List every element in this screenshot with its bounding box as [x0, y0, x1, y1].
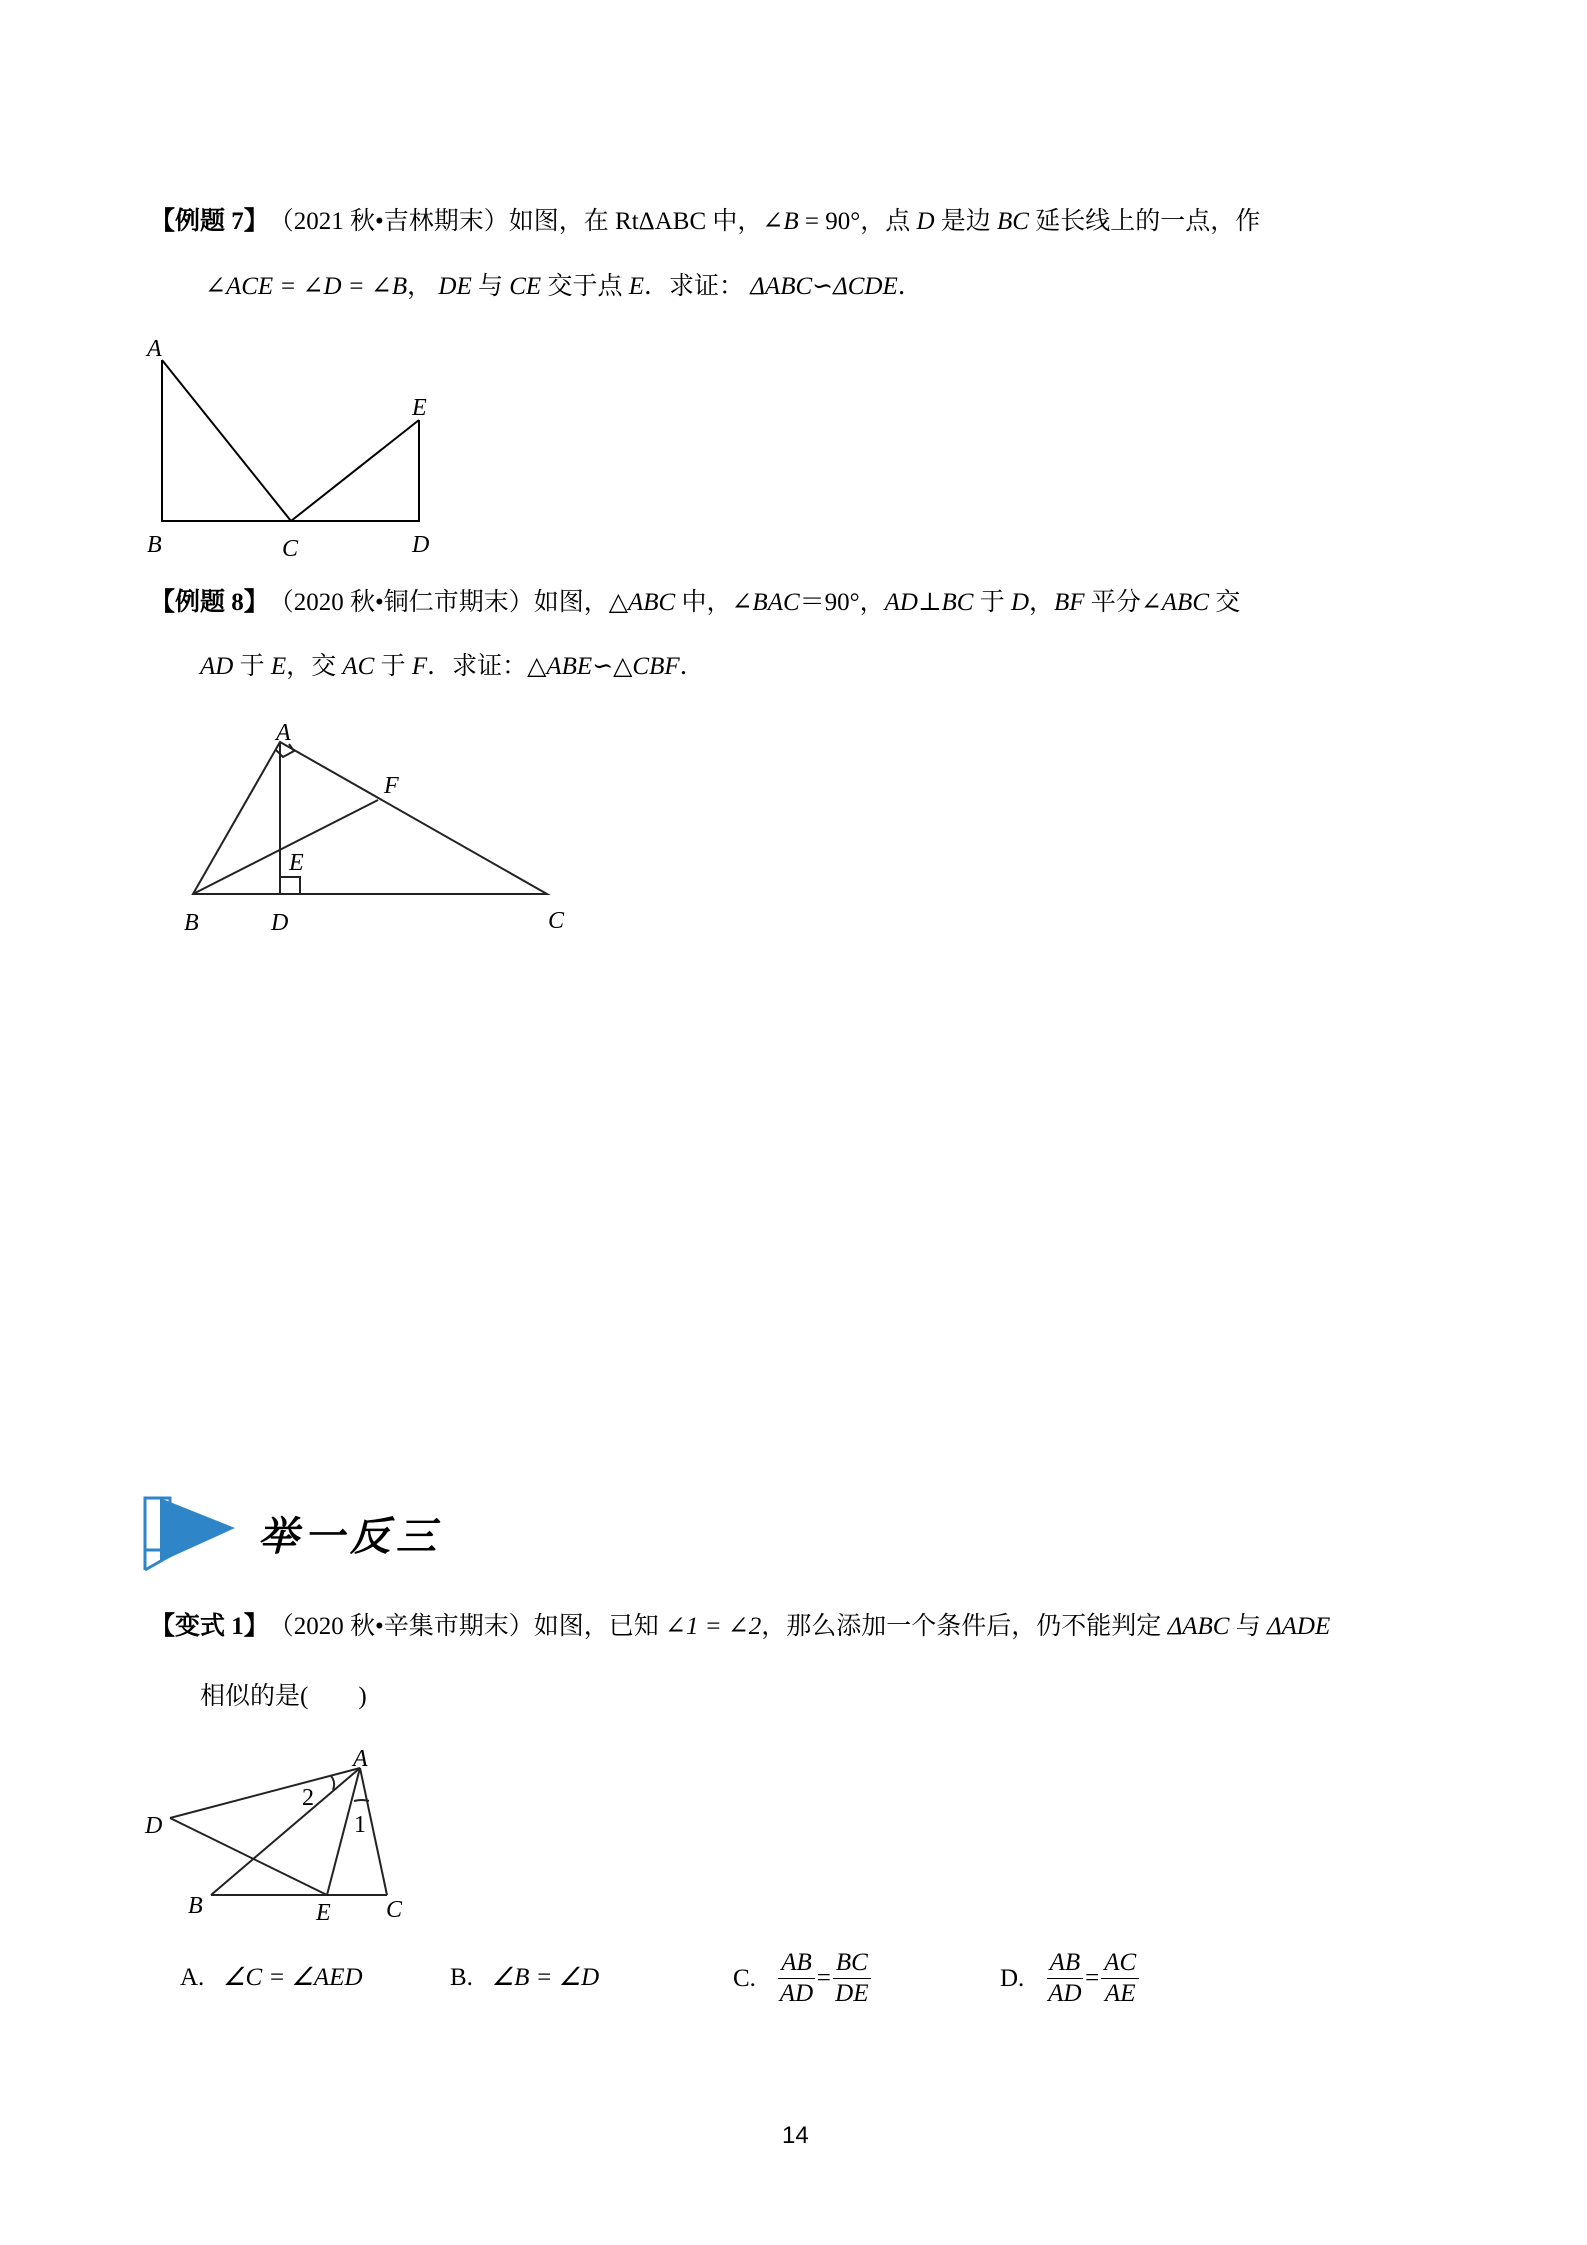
edge-de [170, 1818, 327, 1895]
denominator: DE [835, 1980, 869, 2007]
angle-1-arc [354, 1800, 369, 1801]
variant1-figure [0, 0, 600, 1950]
text-segment: ， [1029, 589, 1055, 616]
text-segment: （2020 秋•铜仁市期末）如图，△ [256, 589, 628, 616]
option-d-fraction-right [1101, 1948, 1139, 2009]
text-segment: ＝90°， [799, 589, 885, 616]
label-E: E [412, 395, 427, 421]
text-segment: 相似的是( ) [200, 1683, 367, 1710]
numerator: AC [1101, 1948, 1139, 1979]
text-segment: 于 [973, 589, 1011, 616]
math-text: BF [1054, 589, 1085, 616]
label-A: A [276, 720, 291, 746]
option-b-label: B. [450, 1964, 473, 1991]
math-text: ABC [628, 589, 676, 616]
option-b-expr: ∠B = ∠D [491, 1964, 600, 1991]
text-segment: ∽△ [592, 653, 633, 680]
label-E: E [316, 1900, 331, 1926]
text-segment: ．求证： [643, 273, 751, 300]
text-segment: ． [897, 273, 923, 300]
text-segment: 于 [374, 653, 412, 680]
text-segment: 平分∠ [1084, 589, 1162, 616]
label-D: D [412, 532, 430, 558]
label-C: C [386, 1897, 403, 1923]
text-segment: （2020 秋•辛集市期末）如图，已知 [256, 1613, 666, 1640]
equals-sign: = [816, 1964, 831, 1992]
math-text: ABE [546, 653, 593, 680]
math-text: BC [997, 208, 1029, 235]
equals-sign: = [1085, 1964, 1100, 1992]
label-A: A [353, 1746, 368, 1772]
math-text: ΔADE [1266, 1613, 1331, 1640]
math-text: ∠1 = ∠2 [665, 1613, 762, 1640]
math-text: ∠ACE = ∠D = ∠B [205, 273, 408, 300]
text-segment: ， [407, 273, 439, 300]
math-text: F [411, 653, 428, 680]
label-D: D [145, 1813, 163, 1839]
math-text: ∠B [762, 208, 799, 235]
math-text: E [270, 653, 287, 680]
question-tag: 【例题 8】 [150, 589, 257, 616]
math-text: BAC [752, 589, 800, 616]
denominator: AE [1104, 1980, 1136, 2007]
text-segment: ，交 [286, 653, 343, 680]
text-segment: 是边 [934, 208, 998, 235]
text-segment: 交 [1209, 589, 1241, 616]
option-c-fraction-right [833, 1948, 871, 2009]
math-text: CE [509, 273, 542, 300]
numerator: AB [778, 1948, 815, 1979]
label-C: C [548, 908, 565, 934]
label-C: C [282, 536, 299, 562]
text-segment: （2021 秋•吉林期末）如图，在 RtΔABC 中， [256, 208, 763, 235]
page-number: 14 [782, 2122, 809, 2149]
option-c[interactable] [733, 1948, 873, 2009]
option-c-fraction-left [778, 1948, 815, 2009]
math-text: AC [342, 653, 375, 680]
math-text: ΔABC∽ΔCDE [750, 273, 898, 300]
option-d-label: D. [1000, 1964, 1025, 1992]
option-c-label: C. [733, 1964, 756, 1992]
label-angle-2: 2 [302, 1785, 314, 1811]
math-text: CBF [632, 653, 680, 680]
math-text: E [628, 273, 644, 300]
math-text: DE [438, 273, 472, 300]
math-text: BC [941, 589, 974, 616]
label-B: B [184, 910, 199, 936]
math-text: ABC [1161, 589, 1209, 616]
question-tag: 【例题 7】 [150, 208, 257, 235]
label-F: F [384, 773, 399, 799]
option-b[interactable] [450, 1962, 599, 1992]
math-text: AD [200, 653, 234, 680]
numerator: AB [1047, 1948, 1084, 1979]
label-A: A [147, 336, 162, 362]
label-E: E [289, 850, 304, 876]
math-text: ΔABC [1167, 1613, 1230, 1640]
text-segment: 延长线上的一点，作 [1028, 208, 1261, 235]
option-d-fraction-left [1047, 1948, 1084, 2009]
math-text: D [916, 208, 935, 235]
question-tag: 【变式 1】 [150, 1613, 257, 1640]
math-text: D [1010, 589, 1030, 616]
section-title: 举一反三 [258, 1513, 442, 1560]
text-segment: 交于点 [541, 273, 629, 300]
text-segment: ． [679, 653, 705, 680]
text-segment: = 90°，点 [798, 208, 917, 235]
label-B: B [188, 1893, 203, 1919]
math-text: AD [884, 589, 918, 616]
text-segment: ，那么添加一个条件后，仍不能判定 [761, 1613, 1168, 1640]
denominator: AD [1048, 1980, 1082, 2007]
text-segment: ．求证：△ [427, 653, 547, 680]
numerator: BC [833, 1948, 871, 1979]
angle-2-arc [331, 1776, 334, 1790]
label-B: B [147, 532, 162, 558]
text-segment: 于 [233, 653, 271, 680]
label-D: D [271, 910, 289, 936]
option-a-label: A. [180, 1964, 205, 1991]
option-d[interactable] [1000, 1948, 1141, 2009]
denominator: AD [779, 1980, 814, 2007]
text-segment: 与 [471, 273, 510, 300]
text-segment: 中，∠ [675, 589, 753, 616]
text-segment: ⊥ [917, 589, 942, 616]
label-angle-1: 1 [354, 1812, 366, 1838]
option-a-expr: ∠C = ∠AED [223, 1964, 363, 1991]
option-a[interactable] [180, 1962, 363, 1992]
text-segment: 与 [1229, 1613, 1267, 1640]
